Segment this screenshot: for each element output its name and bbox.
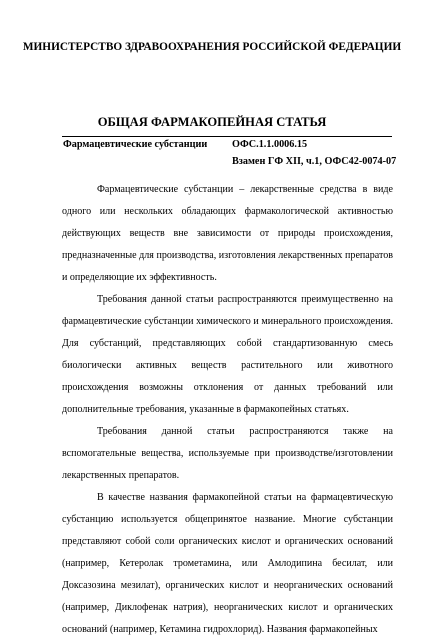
replaces-note: Взамен ГФ XII, ч.1, ОФС42-0074-07 xyxy=(232,156,397,167)
document-title: ОБЩАЯ ФАРМАКОПЕЙНАЯ СТАТЬЯ xyxy=(97,115,327,129)
paragraph: В качестве названия фармакопейной статьи на фармацевтическую субстанцию используется общепринятое название. Многие субстанции представляют собой соли органических кислот и органических оснований (например, Кетеролак трометамина, или Амлодипина бесилат, или Доксазозина мезилат), органических кислот и неорганических оснований (например, Диклофенак натрия), неорганических кислот и органических оснований (например, Кетамина гидрохлорид). Названия фармакопейных xyxy=(62,492,393,635)
paragraph: Требования данной статьи распространяются преимущественно на фармацевтические субстанции химического и минерального происхождения. Для субстанций, представляющих собой стандартизованную смесь биологически активных веществ растительного или животного происхождения возможны отклонения от данных требований или дополнительные требования, указанные в фармакопейных статьях. xyxy=(62,294,393,415)
title-rule xyxy=(62,136,392,137)
paragraph: Требования данной статьи распространяются также на вспомогательные вещества, используемые при производстве/изготовлении лекарственных препаратов. xyxy=(62,426,393,481)
body-text xyxy=(62,179,393,641)
document-code: ОФС.1.1.0006.15 xyxy=(232,139,308,150)
paragraph: Фармацевтические субстанции – лекарственные средства в виде одного или нескольких обладающих фармакологической активностью действующих веществ вне зависимости от природы происхождения, предназначенные для производства, изготовления лекарственных препаратов и определяющие их эффективность. xyxy=(62,184,393,283)
subject-label: Фармацевтические субстанции xyxy=(63,139,208,150)
ministry-heading: МИНИСТЕРСТВО ЗДРАВООХРАНЕНИЯ РОССИЙСКОЙ ФЕДЕРАЦИИ xyxy=(22,41,402,53)
